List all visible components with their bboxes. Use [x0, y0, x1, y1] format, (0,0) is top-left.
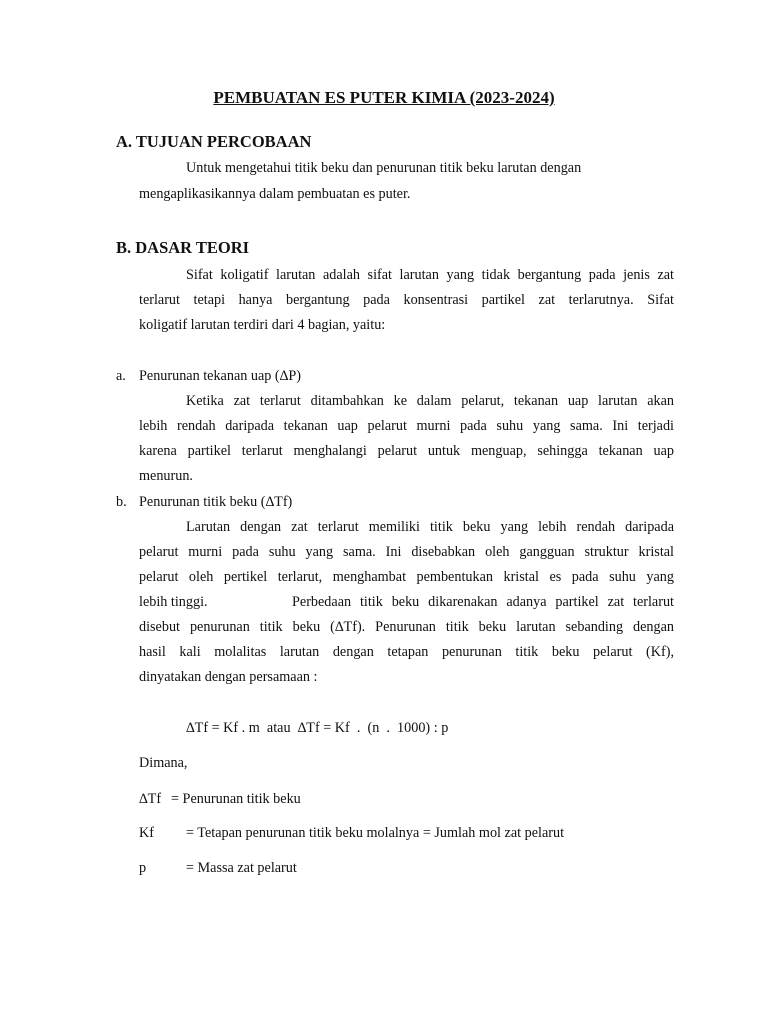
intro-line: terlarut tetapi hanya bergantung pada konsentrasi partikel zat terlarutnya. Sifat: [139, 292, 674, 308]
item-b-line: lebih tinggi.: [139, 594, 208, 610]
item-b-line: Larutan dengan zat terlarut memiliki titik beku yang lebih rendah daripada: [186, 519, 674, 535]
item-b-paragraph: [139, 515, 674, 690]
item-b-line: pelarut murni pada suhu yang sama. Ini disebabkan oleh gangguan struktur kristal: [139, 544, 674, 560]
item-b-line: pelarut oleh pertikel terlarut, menghambat pembentukan kristal es pada suhu yang: [139, 569, 674, 585]
item-b-line: Perbedaan titik beku dikarenakan adanya partikel zat terlarut: [292, 594, 674, 610]
section-a-line: mengaplikasikannya dalam pembuatan es puter.: [139, 186, 411, 202]
section-a-paragraph: [139, 156, 674, 207]
dimana-label: Dimana,: [139, 755, 188, 771]
definition-desc: = Massa zat pelarut: [186, 860, 297, 876]
item-a-marker: a.: [116, 368, 126, 384]
definition-term: p: [139, 860, 147, 876]
intro-line: Sifat koligatif larutan adalah sifat larutan yang tidak bergantung pada jenis zat: [186, 267, 674, 283]
definition-desc: = Penurunan titik beku: [171, 791, 301, 807]
item-b-title: Penurunan titik beku (∆Tf): [139, 494, 293, 510]
section-b-intro: [139, 263, 674, 338]
item-b-line: hasil kali molalitas larutan dengan tetapan penurunan titik beku pelarut (Kf),: [139, 644, 674, 660]
item-b-line-split: [139, 590, 674, 615]
item-a-line: Ketika zat terlarut ditambahkan ke dalam pelarut, tekanan uap larutan akan: [186, 393, 674, 409]
intro-line: koligatif larutan terdiri dari 4 bagian, yaitu:: [139, 317, 386, 333]
section-a-line: Untuk mengetahui titik beku dan penurunan titik beku larutan dengan: [186, 160, 582, 176]
item-b-marker: b.: [116, 494, 127, 510]
item-a-paragraph: [139, 389, 674, 489]
definition-desc: = Tetapan penurunan titik beku molalnya = Jumlah mol zat pelarut: [186, 825, 565, 841]
item-a-title: Penurunan tekanan uap (∆P): [139, 368, 301, 384]
item-b-line: dinyatakan dengan persamaan :: [139, 669, 318, 685]
item-a-line: karena partikel terlarut menghalangi pelarut untuk menguap, sehingga tekanan uap: [139, 443, 674, 459]
item-a-line: menurun.: [139, 468, 193, 484]
freezing-point-equation: ∆Tf = Kf . m atau ∆Tf = Kf . (n . 1000) : p: [186, 720, 449, 736]
section-a-heading: A. TUJUAN PERCOBAAN: [116, 132, 312, 151]
definition-term: Kf: [139, 825, 154, 841]
item-b-line: disebut penurunan titik beku (∆Tf). Penurunan titik beku larutan sebanding dengan: [139, 619, 674, 635]
item-a-line: lebih rendah daripada tekanan uap pelarut murni pada suhu yang sama. Ini terjadi: [139, 418, 674, 434]
page-title: PEMBUATAN ES PUTER KIMIA (2023-2024): [213, 88, 555, 107]
definition-term: ∆Tf: [139, 791, 162, 807]
section-b-heading: B. DASAR TEORI: [116, 238, 250, 257]
